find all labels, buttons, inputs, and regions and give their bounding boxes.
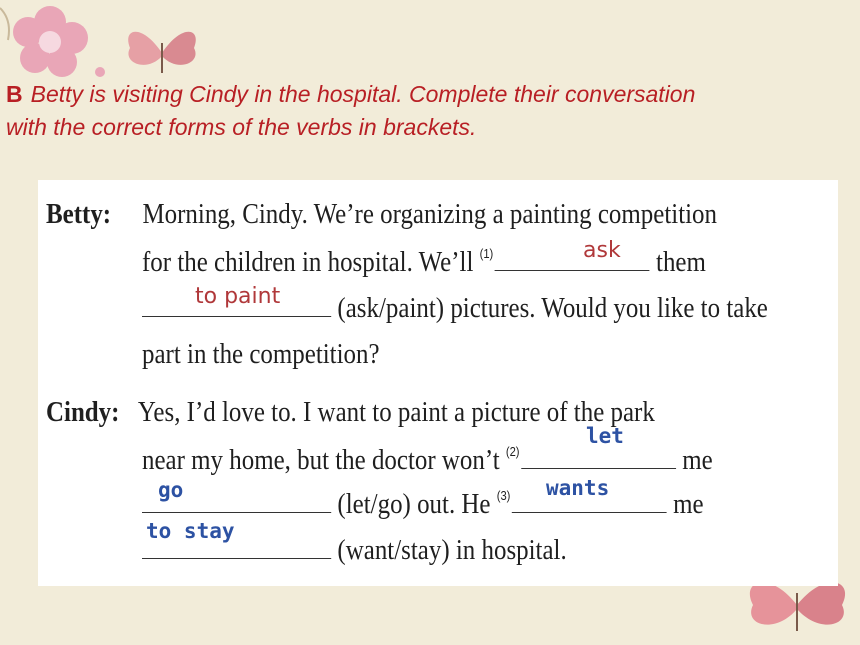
betty-text-2: for the children in hospital. We’ll [142,246,474,278]
answer-3b: to stay [146,519,235,543]
betty-text-1: Morning, Cindy. We’re organizing a painting competition [142,198,718,230]
instruction-line-2: with the correct forms of the verbs in brackets. [6,114,477,140]
speaker-betty: Betty: [46,198,112,230]
blank-1[interactable] [495,246,650,271]
flower-icon [0,0,120,90]
blank-number-2: (2) [505,444,520,459]
cindy-text-3b: me [673,488,704,520]
cindy-text-2: near my home, but the doctor won’t [142,444,500,476]
answer-2b: go [158,478,184,502]
section-label: B [6,81,23,107]
cindy-line-2 [142,444,713,477]
betty-line-1 [46,198,717,231]
cindy-text-1: Yes, I’d love to. I want to paint a picture of the park [137,396,655,428]
betty-line-2 [142,246,706,279]
instruction-line-1 [6,78,846,111]
cindy-line-3 [142,488,704,521]
speaker-cindy: Cindy: [46,396,120,428]
answer-3: wants [546,476,610,500]
cindy-text-3: (let/go) out. He [337,488,491,520]
cindy-text-4: (want/stay) in hospital. [337,534,567,566]
answer-1b: to paint [195,284,281,309]
blank-number-1: (1) [479,246,494,261]
betty-line-4 [142,338,380,371]
instruction-text-1: Betty is visiting Cindy in the hospital. Complete their conversation [30,81,696,107]
answer-1: ask [583,238,621,263]
blank-number-3: (3) [496,488,511,503]
answer-2: let [586,424,624,448]
cindy-text-2b: me [682,444,713,476]
instruction [6,78,846,144]
cindy-line-1 [46,396,655,429]
dialogue-panel [38,180,838,586]
betty-text-3: (ask/paint) pictures. Would you like to take [337,292,768,324]
betty-text-2b: them [656,246,706,278]
betty-text-4: part in the competition? [142,338,380,370]
